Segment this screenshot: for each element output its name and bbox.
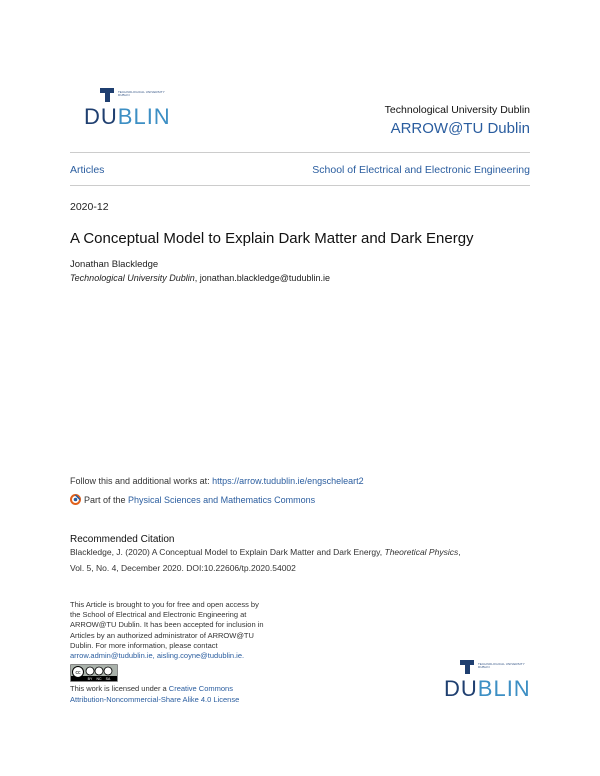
cc-badge-label-nc: NC [96,677,102,681]
header-divider [70,152,530,153]
commons-icon [70,494,81,508]
license-link-1[interactable]: Creative Commons [168,684,233,693]
nav-divider [70,185,530,186]
part-prefix: Part of the [84,495,129,505]
follow-url-link[interactable]: https://arrow.tudublin.ie/engscheleart2 [212,476,364,486]
footer-logo-small-text: TECHNOLOGICAL UNIVERSITY DUBLIN [478,662,525,670]
logo-small-text: TECHNOLOGICAL UNIVERSITY DUBLIN [118,90,165,98]
tu-dublin-logo [80,84,200,144]
author-email: , jonathan.blackledge@tudublin.ie [194,273,330,283]
cc-icon-text: cc [75,669,81,676]
repository-link[interactable]: ARROW@TU Dublin [390,120,530,137]
follow-line [70,475,364,487]
commons-link[interactable]: Physical Sciences and Mathematics Commons [128,495,316,505]
nc-icon [95,667,103,675]
author-affiliation [70,273,330,283]
logo-wordmark: DUBLIN [84,104,171,129]
contact-emails-link[interactable]: arrow.admin@tudublin.ie, aisling.coyne@tudublin.ie. [70,651,245,661]
logo-t-stem [105,92,110,102]
footer-logo-t-stem [465,664,470,674]
citation-text [70,547,540,574]
journal-name: Theoretical Physics [384,547,459,557]
affiliation-text: Technological University Dublin [70,273,195,283]
cc-license-badge[interactable] [70,664,118,682]
articles-link[interactable]: Articles [70,164,105,176]
institution-name: Technological University Dublin [384,104,530,116]
footer-logo-wordmark: DUBLIN [444,676,531,701]
sa-icon [104,667,112,675]
citation-line-2: Vol. 5, No. 4, December 2020. DOI:10.22606/tp.2020.54002 [70,562,296,573]
school-link[interactable]: School of Electrical and Electronic Engineering [312,164,530,176]
license-link-2[interactable]: Attribution-Noncommercial-Share Alike 4.0 License [70,694,240,704]
part-of-line [70,494,315,508]
follow-prefix: Follow this and additional works at: [70,476,213,486]
paper-title: A Conceptual Model to Explain Dark Matter and Dark Energy [70,230,474,247]
by-icon [86,667,94,675]
author-name: Jonathan Blackledge [70,259,159,270]
citation-heading: Recommended Citation [70,534,175,545]
citation-line-1: Blackledge, J. (2020) A Conceptual Model to Explain Dark Matter and Dark Energy, Theoretical Physics, [70,547,461,557]
cc-badge-label-by: BY [87,677,93,681]
cc-badge-label-sa: SA [105,677,111,681]
publication-date: 2020-12 [70,201,109,213]
license-statement: This work is licensed under a Creative Commons Attribution-Noncommercial-Share Alike 4.0 License [70,684,330,705]
access-statement: This Article is brought to you for free and open access by the School of Electrical and Electronic Engineering at ARROW@TU Dublin. It has been accepted for inclusion in Articles by an authorized administrator of ARROW@TU Dublin. For more information, please contact arrow.admin@tudublin.ie, aisling.coyne@tudublin.ie. [70,600,310,661]
tu-dublin-logo-footer [440,656,560,716]
